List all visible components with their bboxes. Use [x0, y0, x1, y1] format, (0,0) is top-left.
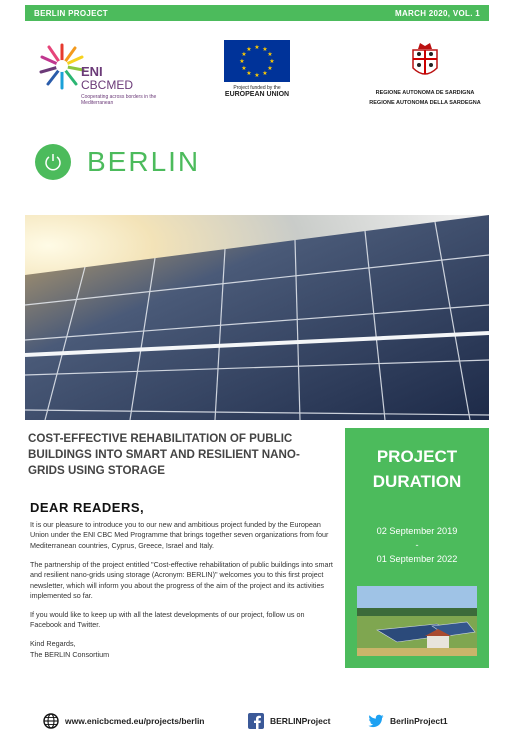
footer-web[interactable] — [43, 713, 205, 729]
paragraph-3: If you would like to keep up with all the latest developments of our project, follow us on Facebook and Twitter. — [30, 609, 305, 630]
svg-text:★: ★ — [241, 65, 247, 72]
svg-text:★: ★ — [246, 46, 252, 53]
header-bar — [25, 5, 489, 21]
project-duration-box — [345, 428, 489, 668]
closing-1: Kind Regards, — [30, 639, 76, 649]
svg-text:★: ★ — [239, 58, 245, 65]
duration-dates — [345, 524, 489, 566]
eni-name: ENI — [81, 64, 103, 79]
partner-logos — [25, 38, 489, 118]
sardegna-crest-icon — [409, 40, 441, 82]
footer-facebook[interactable] — [248, 713, 330, 729]
svg-text:★: ★ — [241, 51, 247, 58]
svg-text:★: ★ — [246, 70, 252, 77]
berlin-brand — [35, 143, 200, 181]
eni-cbcmed-logo — [33, 42, 157, 112]
sardegna-logo — [360, 40, 490, 107]
svg-text:★: ★ — [254, 72, 260, 79]
globe-icon — [43, 713, 59, 729]
solar-field-image — [357, 586, 477, 656]
article-body — [30, 520, 335, 660]
svg-text:★: ★ — [269, 58, 275, 65]
duration-sep: - — [415, 540, 419, 550]
duration-end: 01 September 2022 — [376, 554, 458, 564]
facebook-handle[interactable]: BERLINProject — [270, 716, 331, 726]
solar-panels-image — [25, 215, 489, 420]
eu-flag-icon — [224, 40, 290, 82]
svg-text:★: ★ — [262, 70, 268, 77]
sardegna-line2: REGIONE AUTONOMA DELLA SARDEGNA — [369, 100, 481, 106]
header-issue: MARCH 2020, VOL. 1 — [395, 8, 480, 18]
eu-caption2: EUROPEAN UNION — [224, 91, 290, 98]
sardegna-line1: REGIONE AUTONOMA DE SARDIGNA — [375, 90, 475, 96]
header-project: BERLIN PROJECT — [34, 8, 108, 18]
power-icon — [35, 144, 71, 180]
eni-star-icon — [38, 42, 86, 90]
svg-text:★: ★ — [267, 65, 273, 72]
web-link[interactable]: www.enicbcmed.eu/projects/berlin — [65, 716, 205, 726]
twitter-icon — [368, 713, 384, 729]
duration-title — [345, 444, 489, 494]
svg-text:★: ★ — [267, 51, 273, 58]
facebook-icon — [248, 713, 264, 729]
footer-twitter[interactable] — [368, 713, 448, 729]
svg-text:★: ★ — [254, 44, 260, 51]
paragraph-1: It is our pleasure to introduce you to our new and ambitious project funded by the European Union under the ENI CBC Med Programme that brings together seven organizations from four Mediterranean countries, Cyprus, Greece, Israel and Italy. — [30, 520, 329, 550]
eu-logo — [222, 40, 292, 98]
svg-text:★: ★ — [262, 46, 268, 53]
eni-name2: CBCMED — [81, 78, 134, 92]
footer — [25, 710, 489, 732]
eu-caption1: Project funded by the — [233, 85, 281, 91]
article-title: COST-EFFECTIVE REHABILITATION OF PUBLIC BUILDINGS INTO SMART AND RESILIENT NANO-GRIDS USING STORAGE — [28, 432, 300, 477]
eni-tagline: Cooperating across borders in the Mediterranean — [81, 94, 157, 106]
salutation: DEAR READERS, — [30, 500, 145, 515]
duration-title-2: DURATION — [372, 472, 462, 491]
paragraph-2: The partnership of the project entitled "Cost-effective rehabilitation of public buildings into smart and resilient nano-grids using storage (Acronym: BERLIN)" welcomes you to this first project newsletter, which will inform you about the progress of the aim of the project and its activities implemented so far. — [30, 559, 333, 600]
duration-title-1: PROJECT — [376, 447, 458, 466]
twitter-handle[interactable]: BerlinProject1 — [390, 716, 448, 726]
brand-name: BERLIN — [87, 146, 201, 177]
duration-start: 02 September 2019 — [376, 526, 458, 536]
closing-2: The BERLIN Consortium — [30, 649, 110, 659]
